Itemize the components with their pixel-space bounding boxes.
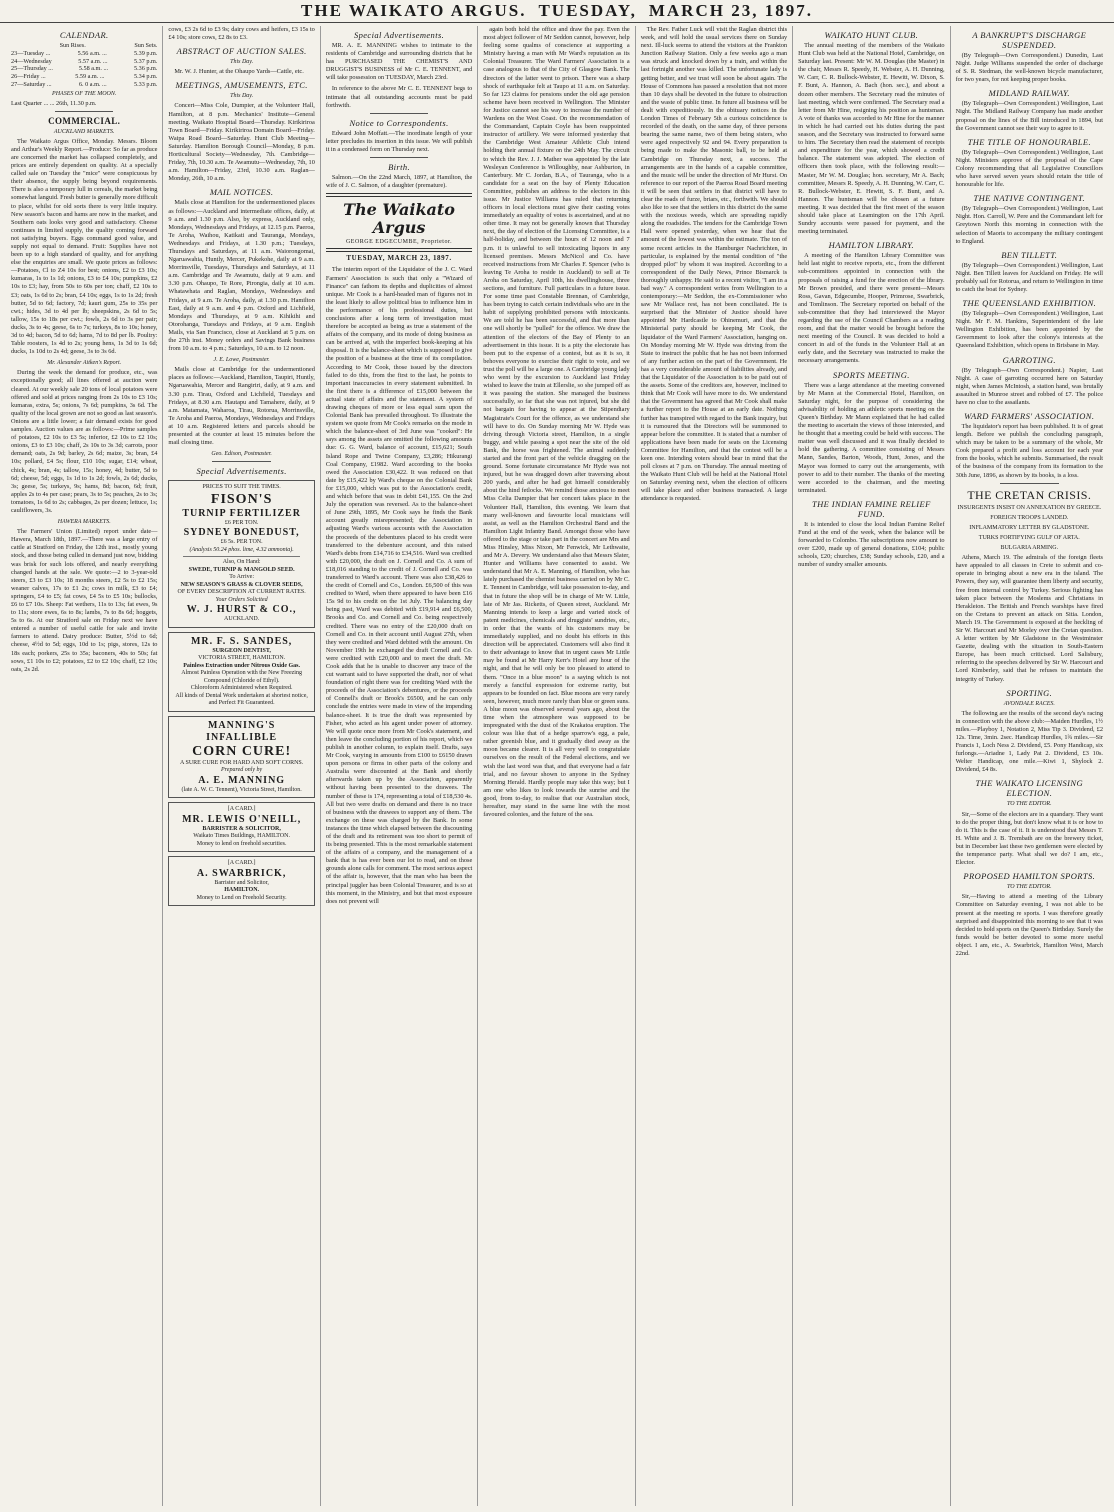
proposed-sports-subheading: TO THE EDITOR.	[1006, 884, 1052, 891]
bankruptcy-text: (By Telegraph—Own Correspondent.) Dunedin, Last Night. Judge Williams suspended the order of discharge of S. R. Stedman, the well-known bicycle manufacturer, for two years, for not keeping proper books.	[955, 52, 1103, 84]
sporting-subheading: AVONDALE RACES.	[1003, 700, 1055, 707]
calendar-row	[11, 81, 157, 89]
birth-text: Salmon.—On the 22nd March, 1897, at Hamilton, the wife of J. C. Salmon, of a daughter (premature).	[325, 174, 473, 190]
cretan-text: Athens, March 19. The admirals of the foreign fleets have appealed to all classes in Crete to submit and co-operate in bringing about a new era in the island. The Powers, they say, will guarantee them liberty and security, free from internal control by Turkey. Serious fighting has taken place between the Moslems and Christians in Herakleion. The British and French warships have fired on the Cretans to prevent an attack on Sitia. London, March 19. The Government is exposed at the heckling of Sir W. Harcourt and Mr Morley over the Cretan question. A letter written by Mr Gladstone in the Westminster Gazette, dealing with the situation in South-Eastern Europe, has been much criticised. Lord Salisbury, referring to the speeches delivered by Sir W. Harcourt and Lord Kimberley, said that he refuses to maintain the integrity of Turkey.	[955, 554, 1103, 683]
ad-manning-3: (late A. W. C. Tennent), Victoria Street, Hamilton.	[181, 786, 302, 793]
title-divider-2	[326, 248, 472, 252]
licensing-text: Sir,—Some of the electors are in a quandary. They want to do the proper thing, but don't know what it is or how to do it. This is the case of it. It is understood that Messrs T. H. White and J. B. Trembath are on the brewery ticket, but in December last these two gentlemen were elected by the temperance party. What shall we do? I am, etc., Elector.	[955, 810, 1103, 867]
ad-fertilizer-price: £6 PER TON.	[224, 519, 259, 526]
library-text: A meeting of the Hamilton Library Committee was held last night to receive reports, etc., from the different sub-committees appointed in connection with the proposals of raising a fund for the erection of the library. Mr Brown presided, and there were present—Messrs Ross, Gavan, Edgecumbe, Hooper, Primrose, Swarbrick, and Tomlinson. The Secretary reported on behalf of the sub-committee that they had interviewed the Mayor regarding the use of the Council Chambers as a reading room, and that the matter would be brought before the next meeting of the Council. It was decided to hold a concert in aid of the funds in the Volunteer Hall at an early date, and the Secretary was instructed to make the necessary arrangements.	[798, 252, 945, 365]
divider	[370, 157, 429, 158]
ad-prepared: Prepared only by	[221, 767, 263, 774]
mail-signature: J. E. Lowe, Postmaster.	[213, 357, 270, 364]
ad-card-2: [A CARD.]	[227, 860, 256, 867]
ad-auckland: AUCKLAND.	[224, 616, 260, 623]
swarbrick-advertisement	[168, 856, 314, 906]
special-ads-heading: Special Advertisements.	[196, 466, 287, 477]
mail-text: Mails close at Hamilton for the undermentioned places as follows:—Auckland and intermediate offices, daily, at 9 a.m. and 1.30 p.m. Also, by express, Auckland only, Mondays, Wednesdays and Fridays, at 12.15 p.m. Paeroa, Te Aroha, Waihou, Katikati and Tauranga, Mondays, Wednesdays and Fridays, at 1.30 p.m.; Tuesdays, Thursdays and Saturdays, at 11 a.m. Waiorongomai, Ngaruawahia, Huntly, Mercer, Pukekohe, daily at 9 a.m. Morrinsville, Tuesdays, Thursdays and Saturdays, at 11 a.m. Cambridge and Te Awamutu, daily at 9 a.m. and 3.30 p.m. Ohaupo, Te Rore, Pirongia, daily at 10 a.m. Whatawhata and Raglan, Mondays, Wednesdays and Fridays, at 9 a.m. Te Aroha, daily, at 1.30 p.m. Hamilton East, daily at 9 a.m. and 4 p.m. Oxford and Lichfield, Mondays and Thursdays, at 9 a.m. Kihikihi and Otorohanga, Tuesdays and Fridays, at 9 a.m. English Mails, via San Francisco, close at Auckland at 5 p.m. on the 27th inst. Money orders and Savings Bank business from 10 a.m. to 4 p.m.; Saturdays, 10 a.m. to 12 noon.	[168, 199, 315, 353]
ad-corn-cure: CORN CURE!	[192, 743, 292, 759]
local-news-2: The Rev. Father Luck will visit the Raglan district this week, and will hold the usual services there on Sunday next. Ill-luck seems to attend the visitors at the Frankton Junction Railway Station. Only a few weeks ago a man was struck and knocked down by a train, and within the last fortnight another was killed. The unfortunate lady is getting better, and we trust will soon be about again. The House of Commons has passed a resolution that not more than 10 days shall be devoted in the future to obstruction and the waste of public time. In future all business will be dealt with expeditiously. In the obituary notices in the London Times of February 5th a curious coincidence is recorded of the death, on the same day, of three persons bearing the same name, two of them being sisters, who were aged respectively 92 and 94. Every preparation is being made to make the Masonic ball, to be held at Cambridge on Thursday next, a success. The arrangements are in the hands of a capable committee, and the music will be under the direction of Mr Hurst. On reference to our report of the Paeroa Road Board meeting it will be seen that settlers in that district will have to clear the roads of furze, briars, etc., forthwith. We should also like to see that the settlers in this district do the same with the noxious weeds, which are spreading rapidly along the roadsides. The tenders for the Cambridge Town Hall were opened yesterday, when we hear that the amount of the lowest was within the estimate. The ton of some recent articles in the Hamburger Nachrichten, in particular, is explained by the mental condition of "the dropped pilot" by whom it was inspired. According to a correspondent of the Daily News, Prince Bismarck is thoroughly unhappy. He said to a recent visitor, "I am in a bad way." A correspondent writes from Wellington to a contemporary:—Mr Seddon, the ex-Commissioner who saw Mr Wallace rest, has not been conciliated. He is surprised that the Minister of Justice should have appointed Mr Hardcastle to Ohinemuri, and that the Ministerial party should be keeping Mr Cook, the liquidator of the Ward Farmers' Association, hanging on. On Monday morning Mr W. Hyde was driving from the State to instruct the public that he has not been informed of any further action on the part of the Government. He has a very considerable amount of liabilities already, and that the Liquidator of the Association is to be paid out of the assets. Some of the creditors are, however, inclined to think that Mr Cook will have more to do. We understand that the Government has agreed that Mr Cook shall make a further report to the House at an early date. Nothing further has transpired with regard to the Bank inquiry, but it is rumoured that the Directors will be summoned to appear before the committee. It is stated that a number of applications have been made for seats on the Licensing Committee for Hamilton, and that the contest will be a keen one. Intending voters should bear in mind that the poll closes at 7 p.m. on Thursday. The annual meeting of the Waikato Hunt Club will be held at the National Hotel on Saturday evening next, when the election of officers will take place and other business transacted. A large attendance is requested.	[640, 26, 788, 503]
mail-text-2: Mails close at Cambridge for the undermentioned places as follows:—Auckland, Hamilton, Taupiri, Huntly, Ngaruawahia, Mercer and Rangiriri, daily, at 9 a.m. and 3.30 p.m. Tirau, Oxford and Lichfield, Tuesdays and Fridays, at 8.30 a.m. Hautapu and Tamahere, daily, at 9 a.m. Matamata, Waharoa, Tirau, Rotorua, Morrinsville, Te Aroha and Paeroa, Mondays, Wednesdays and Fridays at 10 a.m. Registered letters and parcels should be presented at the counter at least 15 minutes before the mail closing time.	[168, 366, 315, 447]
proposed-sports-text: Sir,—Having to attend a meeting of the Library Committee on Saturday evening, I was not able to be present at the meeting re sports. I was therefore greatly surprised and disappointed this morning to see that it was decided to hold sports on the Queen's Birthday. Surely the funds would be better devoted to some more useful object. I am, etc., A. Swarbrick, Hamilton West, March 22nd.	[955, 893, 1103, 957]
local-news: again both hold the office and draw the pay. Even the most abject follower of Mr Seddon cannot, however, help feeling some qualms of conscience at supporting a Ministry having a man with Mr Ward's reputation as its Colonial Treasurer. The Ward Farmers' Association is a case analogous to that of the City of Glasgow Bank. The directors of the latter went to prison. There was a sharp shock of earthquake felt at Taupo at 11 a.m. on Saturday. So far 123 claims for pensions under the old age pension scheme have been received in Wellington. The Minister for Justice cannot see his way to increase the number of Wardens on the West Coast. On the recommendation of the Commandant, Captain Coyle has been reappointed instructor of artillery. We were informed yesterday that the Cambridge West Amateur Athletic Club intend holding their annual fixture on the 24th May. The circuit to which the Rev. J. J. Mather was appointed by the late Wesleyan Conference is Willoughby, near Ashburton, in Canterbury. Mr C. Jordan, B.A., of Tauranga, who is a candidate for a seat on the bay of Plenty Education Committee, publishes an address to the electors in this issue. Mr Justice Williams has ruled that returning officers in local elections must give their casting votes immediately an equality of votes is ascertained, and at no other time. It may not be generally known that Thursday next, the day of election of the Licensing Committee, is a half-holiday, and between the hours of 12 noon and 7 p.m. it is unlawful to sell intoxicating liquors in any licensed premises. Messrs McNicol and Co. have received instructions from Mr Charles F. Spencer (who is leaving Te Aroha to reside in Auckland) to sell at Te Aroha on Saturday, April 10th, his dwellinghouse, three sections, and furniture. Full particulars in a future issue. For some time past Constable Brennan, of Cambridge, has been trying to catch certain individuals who are in the habit of supplying prohibited persons with intoxicants. We are told he has been successful, and that more than one will shortly be "pulled" for the offence. We draw the attention of the electors of the Bay of Plenty to an advertisement in this issue. It is a pity the electorate has been put to the expense of a contest, but as it is so, it behoves everyone to exercise their right to vote, and we trust the poll will be a large one. A Cambridge young lady who went by the excursion to Auckland last Friday wished to leave the train at Ellerslie, so she jumped off as it was passing the station. She managed the business successfully, so far that she was not injured, but she did not bargain for having to appear at the Stipendiary Magistrate's Court for the offence, as we understand she will have to do. On Sunday morning Mr W. Hyde was driving through Victoria street, Hamilton, in a single buggy, and while passing a spot near the site of the old Bank, the horse was frightened. The animal suddenly started and the front part of the vehicle dragging on the ground. Some fortunate circumstance Mr Hyde was not injured, but he was dragged down after traversing about 200 yards, and after he had got himself considerably about the hind fetlocks. We remind those anxious to meet Miss Celia Dampier that her concert takes place in the Volunteer Hall, Hamilton, this evening. We learn that many well-known and favourite local musicians will assist, as well as the Hamilton Orchestral Band and the Hamilton Light Infantry Band. Amongst those who have offered to the stage or take part in the concert are Mrs and Miss Hinsley, Miss Nixon, Mr Fenwick, Mr Lethwaite, and Mr A. Devery. We understand also that Messrs Slater, Hunter and Williams have consented to assist. We understand that Mr A. E. Manning, of Hamilton, who has lately purchased the chemist business carried on by Mr C. E. Tennent in Cambridge, will take possession to-day, and that in future the shop will be in charge of Mr W. Little, late of Mr Jas. Ricketts, of Queen street, Auckland. Mr Manning intends to keep a large and varied stock of patent medicines, chemicals and druggists' sundries, etc., in order that the wants of his customers may be immediately supplied, and no doubt his efforts in this direction will be appreciated. Customers will also find it to their advantage to know that in urgent cases Mr Little may be found at Mr Harry Kerr's Hotel any hour of the night, and that he will only be too pleased to attend to them. "Once in a blue moon" is a saying which is not merely a fanciful expression for extreme rarity, but appears to be founded on fact. Blue moons are very rarely seen, however, much more rarely than blue or green suns. A blue moon was observed several years ago, about the time when the atmosphere was supposed to be impregnated with the dust of the Krakatoa eruption. The colour was like that of a hedge sparrow's egg, a pale, rather greenish blue, and it gradually died away as the moon became clearer. It is all very well to congratulate ourselves on the result of the Federal elections, and we wish the last word was that, and that everyone had a fair trial, and no favour shown to anyone in the Sydney Morning Herald. Hardly people may take this way; but I am one who likes to look towards the sunrise and the good, from to-day, to realise that our Australian stock, hereafter, may stand in the same line with the most favoured colonies, and the future of the sea.	[483, 26, 630, 819]
famine-text: It is intended to close the local Indian Famine Relief Fund at the end of the week, when the balance will be forwarded to Colombo. The subscriptions now amount to over £200, made up of general donations, £104; public schools, £20; churches, £38; Sunday schools, £20, and a number of sundry smaller amounts.	[798, 520, 945, 569]
moon-heading: PHASES OF THE MOON.	[52, 90, 117, 97]
ad-money: Money to lend on freehold securities.	[196, 840, 287, 847]
queensland-text: (By Telegraph—Own Correspondent.) Wellington, Last Night. Mr F. M. Hankins, Superintendent of the late Wellington Exhibition, has been appointed by the Government to look after the colony's interests at the Queensland Exhibition, which opens in Brisbane in May.	[955, 310, 1103, 350]
hawera-heading: HAWERA MARKETS.	[57, 519, 111, 526]
ad-sandes: MR. F. S. SANDES,	[190, 635, 293, 647]
tillett-heading: BEN TILLETT.	[1001, 249, 1058, 260]
calendar-set: 5.34 p.m.	[134, 73, 158, 81]
title-text: (By Telegraph—Own Correspondent.) Wellington, Last Night. Ministers approve of the proposal of the Cape Colony recommending that all Legislative Councillors who have served seven years should retain the title of honourable for life.	[955, 148, 1103, 189]
ad-seeds: SWEDE, TURNIP & MANGOLD SEED.	[188, 566, 295, 573]
report-heading: Mr. Alexander Aitken's Report.	[47, 360, 122, 367]
ad-sydney-bonedust: SYDNEY BONEDUST,	[183, 527, 300, 539]
ad-corn-sub: A SURE CURE FOR HARD AND SOFT CORNS.	[180, 759, 304, 766]
licensing-heading: THE WAIKATO LICENSING ELECTION.	[975, 778, 1083, 799]
ad-also: Also, On Hand:	[222, 559, 261, 566]
title-divider	[326, 193, 472, 197]
meetings-text: Concert—Miss Cole, Dumpier, at the Volunteer Hall, Hamilton, at 8 p.m. Mechanics' Institute—General meeting. Waikato Hospital Board—Thursday. Kirikiriroa Town Board—Friday. Kirikiriroa Domain Board—Friday. Waipa Road Board—Saturday. Hunt Club Meeting—Saturday. Hamilton Borough Council—Monday, 8 p.m. Horticultural Society—Wednesday, 7th. Cambridge—Friday, 7th, 10.30 a.m. Te Awamutu—Wednesday, 7th, 10 a.m. Hamilton—Friday, 23rd, 10.30 a.m. Raglan—Monday, 26th, 10 a.m.	[168, 102, 315, 183]
tillett-text: (By Telegraph—Own Correspondent.) Wellington, Last Night. Ben Tillett leaves for Auckland on Friday. He will probably sail for Rotorua, and return to Wellington in time to catch the boat for Sydney.	[955, 261, 1103, 293]
notices-heading: Notice to Correspondents.	[349, 117, 449, 128]
ad-hurst: W. J. HURST & CO.,	[186, 604, 297, 616]
midland-heading: MIDLAND RAILWAY.	[988, 88, 1070, 99]
ad-chloroform: Chloroform Administered when Required.	[190, 685, 293, 692]
report-text: During the week the demand for produce, etc., was exceptionally good; all lines offered at auction were cleared. At our weekly sale 20 tons of local potatoes were offered and sold at prices ranging from 2s 10s to £3 10s; kumaras, extra, 5s; onions, 7s 6d; pumpkins, 3s 6d. The quality of the local grown are not so good as last season's. Onions are a little lower; a fair demand exists for good samples. Auction values are as follows:—Prime samples of potatoes, £2 10s to £3 5s; inferior, £2 10s to £2 10s; onions, £3 to £3 10s; chaff, 2s 10s to 3s 3d; carrots, poor demand; oats, 2s 9d; barley, 2s 6d; maize, 3s; bran, £4 10s; pollard, £4 5s; flour, £10 10s; sugar, £14; wheat, chick, 4s; bran, 4s; tallow, 15s; honey, 4d; butter, 5d to 6d; cheese, 5d; eggs, 1s 1d to 1s 2d; fowls, 2s 6d; ducks, 3s; geese, 5s; turkeys, 9s; hams, 8d; bacon, 6d; fruit, apples 2s to 4s per case; pears, 3s to 5s; peaches, 2s to 3s; tomatoes, 1s 6d to 2s; cabbages, 2s per dozen; lettuce, 1s; cauliflowers, 3s.	[11, 369, 158, 514]
paper-title: The Waikato Argus	[343, 200, 455, 238]
calendar-col-sunset: Sun Sets.	[134, 42, 158, 49]
bankruptcy-heading: A BANKRUPT'S DISCHARGE SUSPENDED.	[972, 30, 1087, 50]
birth-heading: Birth.	[388, 162, 411, 173]
column-5	[636, 26, 793, 1506]
notices-text: Edward John Moffatt.—The inordinate length of your letter precludes its insertion in this issue. We will publish it in a condensed form on Thursday next.	[325, 129, 473, 153]
calendar-day: 24—Wednesday	[11, 57, 52, 65]
licensing-subheading: TO THE EDITOR.	[1006, 801, 1052, 808]
calendar-row	[11, 65, 157, 73]
sports-heading: SPORTS MEETING.	[832, 369, 910, 380]
garroting-text: (By Telegraph—Own Correspondent.) Napier, Last Night. A case of garroting occurred here on Saturday night, when James McIntosh, a station hand, was brutally assaulted in Munroe street and robbed of £7. The police have no clue to the assailants.	[955, 366, 1103, 406]
farmers-heading: WARD FARMERS' ASSOCIATION.	[964, 411, 1095, 421]
column-3	[321, 26, 478, 1506]
calendar-rise: 6. 0 a.m. ...	[78, 80, 107, 88]
cretan-subheading-3: INFLAMMATORY LETTER BY GLADSTONE.	[969, 524, 1090, 531]
ad-description: OF EVERY DESCRIPTION AT CURRENT RATES.	[177, 589, 306, 596]
ad-analysis: (Analysis 50.24 phos. lime, 4.32 ammonia).	[189, 546, 294, 553]
divider	[370, 113, 429, 114]
cretan-subheading: INSURGENTS INSIST ON ANNEXATION BY GREECE.	[957, 504, 1102, 511]
masthead-date: MARCH 23, 1897.	[648, 1, 813, 20]
calendar-rise: 5.57 a.m. ...	[78, 57, 108, 65]
cretan-subheading-2: FOREIGN TROOPS LANDED.	[990, 514, 1069, 521]
ad-arrive: To Arrive:	[229, 574, 254, 581]
calendar-day: 26—Friday ...	[11, 73, 46, 81]
ad-grass-seeds: NEW SEASON'S GRASS & CLOVER SEEDS,	[180, 581, 303, 588]
moon-row: Last Quarter ... ... 26th, 11.30 p.m.	[11, 99, 97, 107]
ad-painless: Painless Extraction under Nitrous Oxide Gas.	[183, 662, 301, 669]
column-7	[951, 26, 1108, 1506]
manning-text: MR. A. E. MANNING wishes to intimate to the residents of Cambridge and surrounding districts that he has PURCHASED THE CHEMIST'S AND DRUGGIST'S BUSINESS of Mr C. E. TENNENT, and will take possession on TUESDAY, March 23rd.	[325, 42, 473, 82]
sporting-heading: SPORTING.	[1006, 687, 1053, 698]
calendar-heading: CALENDAR.	[59, 30, 109, 40]
proprietor-line: GEORGE EDGECUMBE, Proprietor.	[345, 239, 453, 246]
calendar-header-row	[11, 42, 157, 50]
library-heading: HAMILTON LIBRARY.	[828, 240, 915, 251]
manning-text-2: In reference to the above Mr C. E. TENNENT begs to intimate that all outstanding accounts must be paid forthwith.	[325, 85, 473, 109]
fisons-advertisement	[168, 480, 314, 628]
native-heading: THE NATIVE CONTINGENT.	[973, 193, 1086, 204]
calendar-set: 5.36 p.m.	[134, 65, 158, 73]
meetings-subheading: This Day.	[230, 93, 254, 100]
cows-text: cows, £3 2s 6d to £3 9s; dairy cows and heifers, £3 15s to £4 10s; store cows, £2 8s to £3.	[168, 26, 315, 42]
ad-hamilton: HAMILTON.	[224, 887, 260, 894]
divider	[212, 461, 271, 462]
proposed-sports-heading: PROPOSED HAMILTON SPORTS.	[963, 871, 1096, 882]
midland-text: (By Telegraph—Own Correspondent.) Wellington, Last Night. The Midland Railway Company has made another proposal on the lines of the Bill introduced in 1894, but the Government cannot see their way to agree to it.	[955, 100, 1103, 132]
garroting-heading: GARROTING.	[1002, 354, 1056, 365]
mail-signature-2: Geo. Edison, Postmaster.	[211, 451, 272, 458]
queensland-heading: THE QUEENSLAND EXHIBITION.	[962, 298, 1097, 309]
ad-turnip-fertilizer: TURNIP FERTILIZER	[182, 507, 301, 519]
abstract-subheading: This Day.	[230, 59, 254, 66]
masthead	[0, 0, 1114, 23]
column-4	[478, 26, 635, 1506]
ad-manning: MANNING'S INFALLIBLE	[206, 719, 278, 743]
masthead-weekday: TUESDAY,	[538, 1, 637, 20]
ad-oneill: MR. LEWIS O'NEILL,	[182, 813, 302, 825]
ad-prices-line: PRICES TO SUIT THE TIMES.	[202, 484, 281, 491]
hunt-club-heading: WAIKATO HUNT CLUB.	[824, 30, 919, 40]
masthead-paper: THE WAIKATO ARGUS.	[301, 1, 527, 20]
ad-waikato-times: Waikato Times Buildings, HAMILTON.	[193, 833, 290, 840]
commercial-text: The Waikato Argus Office, Monday. Messrs. Bloom and Arthur's Weekly Report.—Produce: So far as produce are concerned the market has collapsed completely, and prices are entirely dependent on quality. At a specially called sale on Tuesday the "mice" were conspicuous by their absence, the supply being beyond requirements. There is also a temporary lull in cereals, the market being somewhat languid. Fresh butter is generally more difficult to place, whilst for old sorts there is very little inquiry. New season's bacon and hams are now in the market, and Southern oats looks very good and satisfactory. Cheese continues in limited supply, the quality coming forward not satisfying buyers. Eggs command good value, and supply not equal to demand. Fruit: Supplies have not been up to a high standard of quality, and for anything else the enquiries are small. We quote prices as follows:—Potatoes, Cl to Z4 10s for best; onions, £2 to £3 10s; kumaras, 1s to 1s 1d; onions, £3 to £4 10s; pumpkins, £2 10s to £3; hay, from 50s to 60s per ton; chaff, £2 10s to £3; oats, 1s 6d to 2s; bran, £4 10s; eggs, 1s to 1s 2d; fresh butter, 5d to 6d; factory, 7d; kauri gum, 25s to 35s per cwt.; hides, 3d to 4d per lb; sheepskins, 2s 6d to 5s; tallow, 15s to 18s per cwt.; fowls, 2s 6d to 3s per pair; ducks, 3s to 4s; geese, 6s to 7s; turkeys, 8s to 10s; honey, 3d to 4d; bacon, 5d to 6d; hams, 7d to 8d per lb. Poultry: Table roosters, 1s 4d to 2s; young hens, 1s 3d to 1s 6d; ducks, 1s 10d to 2s 4d; geese, 3s to 3s 6d.	[11, 137, 158, 356]
ad-manning-2: A. E. MANNING	[198, 774, 286, 786]
calendar-set: 5.39 p.m.	[134, 49, 158, 57]
calendar-row	[11, 58, 157, 66]
ad-surgeon: SURGEON DENTIST,	[212, 647, 271, 654]
oneill-advertisement	[168, 802, 314, 852]
ad-dental: All kinds of Dental Work undertaken at shortest notice, and Perfect Fit Guaranteed.	[175, 692, 308, 707]
sports-text: There was a large attendance at the meeting convened by Mr Mann at the Commercial Hotel, Hamilton, on Saturday night, for the purpose of considering the advisability of holding an athletic sports meeting on the Queen's Birthday. Mr Mann explained that he had called the meeting to ascertain the views of those interested, and he thought that a meeting could be held with success. The matter was well discussed and it was finally decided to hold the gathering. A committee consisting of Messrs Mann, Sandes, Barton, Woods, Hunt, Jones, and the Mayor was formed to carry out the arrangements, with power to add to their number. The thanks of the meeting were accorded to the chairman, and the meeting terminated.	[798, 381, 945, 494]
native-text: (By Telegraph—Own Correspondent.) Wellington, Last Night. Hon. Carroll, W. Pere and the Commandant left for Greytown North this morning in connection with the selection of Maoris to accompany the military contingent to England.	[955, 205, 1103, 245]
divider	[1000, 483, 1059, 484]
divider	[55, 111, 114, 112]
abstract-heading: ABSTRACT OF AUCTION SALES.	[176, 46, 307, 57]
commercial-heading: COMMERCIAL.	[48, 115, 121, 126]
manning-advertisement	[168, 716, 314, 799]
sandes-advertisement	[168, 632, 314, 712]
column-2	[163, 26, 320, 1506]
mail-heading: MAIL NOTICES.	[209, 187, 274, 198]
special-heading: Special Advertisements.	[353, 30, 445, 40]
cretan-subheading-4: TURKS FORTIFYING GULF OF ARTA.	[978, 534, 1080, 541]
ad-swarbrick: A. SWARBRICK,	[196, 867, 287, 879]
title-heading: THE TITLE OF HONOURABLE.	[967, 136, 1091, 147]
calendar-rise: 5.59 a.m. ...	[75, 73, 105, 81]
ad-victoria: VICTORIA STREET, HAMILTON.	[198, 655, 286, 662]
column-6	[793, 26, 950, 1506]
farmers-text: The liquidator's report has been published. It is of great length. Before we publish the concluding paragraph, which may be taken to be a summary of the whole, Mr Cook prepared a profit and loss account for each year from the books, which he submits. Summarised, the result of the business of the company from its formation to the 30th June, 1896, as shown by its books, is a loss.	[955, 423, 1103, 479]
ad-sydney-price: £6 5s. PER TON.	[220, 539, 263, 546]
ad-card: [A CARD.]	[227, 806, 256, 813]
ad-money-2: Money to Lend on Freehold Security.	[196, 894, 287, 901]
calendar-day: 25—Thursday ...	[11, 65, 53, 73]
ad-solicitor: Barrister and Solicitor,	[214, 879, 269, 886]
issue-date: TUESDAY, MARCH 23, 1897.	[346, 254, 452, 263]
calendar-rise: 5.58 a.m. ...	[78, 65, 109, 73]
ad-fisons: FISON'S	[210, 491, 273, 507]
calendar-row	[11, 50, 157, 58]
leading-article: The interim report of the Liquidator of the J. C. Ward Farmers' Association is such that only a "Wizard of Finance" can fathom its depths and duplicities of almost unique. Mr Cook is a hard-headed man of figures not in the least likely to allow political bias to influence him in the performance of his professional duties, but conclusions after a long term of investigation must therefore be accepted as being as true a statement of the affairs of the company, and its mode of doing business as can be arrived at, with the imperfect book-keeping at his disposal. It is the balance-sheet which is supposed to give the position of a business at the time of its compilation. According to Mr Cook, those issued by the directors failed to do this, from the first to the last, he points to important inaccuracies in every statement submitted. In the first there is a difference of £15,000 between the actual state of affairs and the statement. A system of drawing cheques of more or less equal sum upon the Colonial Bank has prevailed throughout. To illustrate the system we quote from Mr Cook's remarks on the mode in which the balance-sheet of 3rd June was "cooked": He says among the assets are omitted the following amounts due: G. G. Ward, balance of account, £15,621; South Island Rope and Twine Company, £3,286; Hikurangi Coal Company, £1982. Ward according to the books owed the Association £30,422. It was reduced on that date by £15,422 by Ward's cheque on the Colonial Bank for £15,000, which was put to the Association's credit, and which before that was in debit £41,155. On the 2nd July the operation was reversed. As to the balance-sheet of June 29th, 1895, Mr Cook says he finds the Bank account greatly misrepresented; the Association in adjusting Ward's various accounts with the Association the proceeds of the debentures placed to his credit were transferred to the debenture account, and this raised Ward's debts from £14,716 to £34,516. Ward was credited with £20,000, the draft on J. Cornell and Co. A sum of £18,016 standing to the credit of J. Cornell and Co. was transferred to Ward's account. There was also £38,426 to the credit of Cornell and Co., London. £6,500 of this was credited to Ward, when there appeared to have been £16 15s 9d to his credit on the 1st July. The balancing day being past, Ward was debited with £19,914 and £6,500, Brooks and Co. and Cornell and Co. being respectively credited. There was no entry of the £20,000 draft on Cornell and Co. in their account until August 27th, when they were credited and Ward debited with the amount. On November 19th he exchanged the draft Cornell and Co. were credited with £20,000 and to meet the draft. Mr Cook adds that he is unable to discover any trace of the cut warrant said to have supported the draft, nor of what foundation of right there was for crediting Ward with the proceeds of the Association's debentures, or the proceeds of Connell's draft or Brook's £6500, and he can only conclude the entries were made in view of the impending balance-sheet. It is true the draft was represented by Fisher, who acted as his agent under power of attorney. We will quote once more from Mr Cook's statement, and then leave the concluding portion of his report, which we publish in another column, to explain itself. Drafts, says Mr Cook, varying in amounts from £100 to £6150 drawn upon persons or firms in other parts of the colony and Australia were discounted at the Bank and shortly afterwards taken up by the Association, apparently without having been presented to the drawees. The number of these is 174, representing a total of £18,530 4s. All but two were drafts on demand and there is no trace of business with the drawees to support any of them. The exchange on these was charged by the Bank. In some instances the time which elapsed between the discounting of the draft and its retirement was too short to permit of its being presented. This is the most remarkable statement of the affairs of a company, and the management of a bank that is has ever been our lot to read, and on those grounds alone calls for comment. The most serious aspect of the affair is, however, that the man who has been the principal juggler has been Colonial Treasurer, and is so at this moment, in the Ministry, and but that most exposure does not prevent will	[325, 266, 473, 905]
column-1	[6, 26, 163, 1506]
calendar-day: 27—Saturday ...	[11, 80, 52, 88]
meetings-heading: MEETINGS, AMUSEMENTS, ETC.	[175, 80, 308, 91]
abstract-text: Mr. W. J. Hunter, at the Ohaupo Yards—Cattle, etc.	[174, 68, 304, 76]
ad-orders: Your Orders Solicited	[215, 596, 268, 603]
famine-heading: THE INDIAN FAMINE RELIEF FUND.	[811, 498, 931, 519]
ad-barrister: BARRISTER & SOLICITOR,	[202, 825, 281, 832]
columns	[6, 26, 1108, 1506]
calendar-set: 5.37 p.m.	[134, 57, 158, 65]
ad-painless-2: Almost Painless Operation with the New Freezing Compound (Chloride of Ethyl).	[181, 670, 302, 684]
calendar-row	[11, 73, 157, 81]
hawera-text: The Farmers' Union (Limited) report under date—Hawera, March 18th, 1897.—There was a large entry of cattle at Stratford on Friday, the 12th inst., mostly young stock, and those being culled in demand just now, bidding was brisk for such lots offered, and nearly everything changed hands at the sale. We quote:—2 to 3-year-old steers, £3 to £3 10s; 18 months steers, £2 5s to £2 15s; weaner calves, 17s to £1 2s; cows in milk, £3 to £4; springers, £4 to £5; fat cows, £4 5s to £5 10s; bullocks, £6 to £7 10s. Sheep: Fat wethers, 11s to 13s; fat ewes, 9s to 11s; store ewes, 6s to 8s; lambs, 7s to 8s 6d; hoggets, 5s to 6s. At our Stratford sale on Friday next we have entered a number of useful cattle for sale and invite farmers to attend. Dairy produce: Butter, 5½d to 6d; cheese, 4½d to 5d; eggs, 10d to 1s; pigs, stores, 12s to 18s each; porkers, 25s to 35s; baconers, 40s to 50s; fat sows, £1 10s to £2; potatoes, £2 to £2 10s; chaff, £2 10s; oats, 2s 2d.	[11, 528, 158, 673]
calendar-day: 23—Tuesday ...	[11, 49, 51, 57]
cretan-subheading-5: BULGARIA ARMING.	[1000, 545, 1059, 552]
calendar-set: 5.33 p.m.	[134, 80, 158, 88]
sporting-text: The following are the results of the second day's racing in connection with the above club:—Maiden Hurdles, 1½ miles.—Playboy 1, Notation 2, Miss Tip 3. Dividend, £2 12s. Time, 3min. 2sec. Handicap Hurdles, 1¾ miles.—Sir Francis 1, Loch Ness 2. Dividend, £5. Pony Handicap, six furlongs.—Ariadne 1, Lady Pat 2. Dividend, £3 10s. Welter Handicap, one mile.—Kiwi 1, Shylock 2. Dividend, £4 8s.	[955, 709, 1103, 774]
hunt-club-text: The annual meeting of the members of the Waikato Hunt Club was held at the National Hotel, Cambridge, on Saturday last. Present: Mr W. M. Douglas (the Master) in the chair, Messrs R. Speedy, H. Webster, A. H. Dunning, W. Carr, C. R. Bullock-Webster, E. Hewitt, W. Dixon, S. F. Bunt, A. Hannon, A. Bach (hon. sec.), and about a dozen other members. The Secretary read the minutes of last meeting, which were confirmed. The Secretary read a letter from Mr Hine, resigning his position as huntsman. A vote of thanks was accorded to Mr Hine for the manner in which he had carried out his duties during the past season, and the Secretary was instructed to forward same to him. The Secretary then read the statement of receipts and expenditure for the year, which showed a credit balance. The statement was adopted. The election of officers then took place, with the following result:—Master, Mr W. M. Douglas; hon. secretary, Mr A. Bach; committee, Messrs R. Speedy, A. H. Dunning, W. Carr, C. R. Bullock-Webster, E. Hewitt, S. F. Bunt, and A. Hannon. The huntsman will be chosen at a future meeting. It was decided that the first meet of the season should take place at Leamington on the 17th April. Sundry accounts were passed for payment, and the meeting terminated.	[798, 42, 945, 236]
calendar-rise: 5.56 a.m. ...	[77, 49, 107, 57]
cretan-heading: THE CRETAN CRISIS.	[967, 487, 1092, 502]
calendar-col-sunrise: Sun Rises.	[59, 42, 86, 49]
commercial-subheading: AUCKLAND MARKETS.	[53, 128, 115, 135]
